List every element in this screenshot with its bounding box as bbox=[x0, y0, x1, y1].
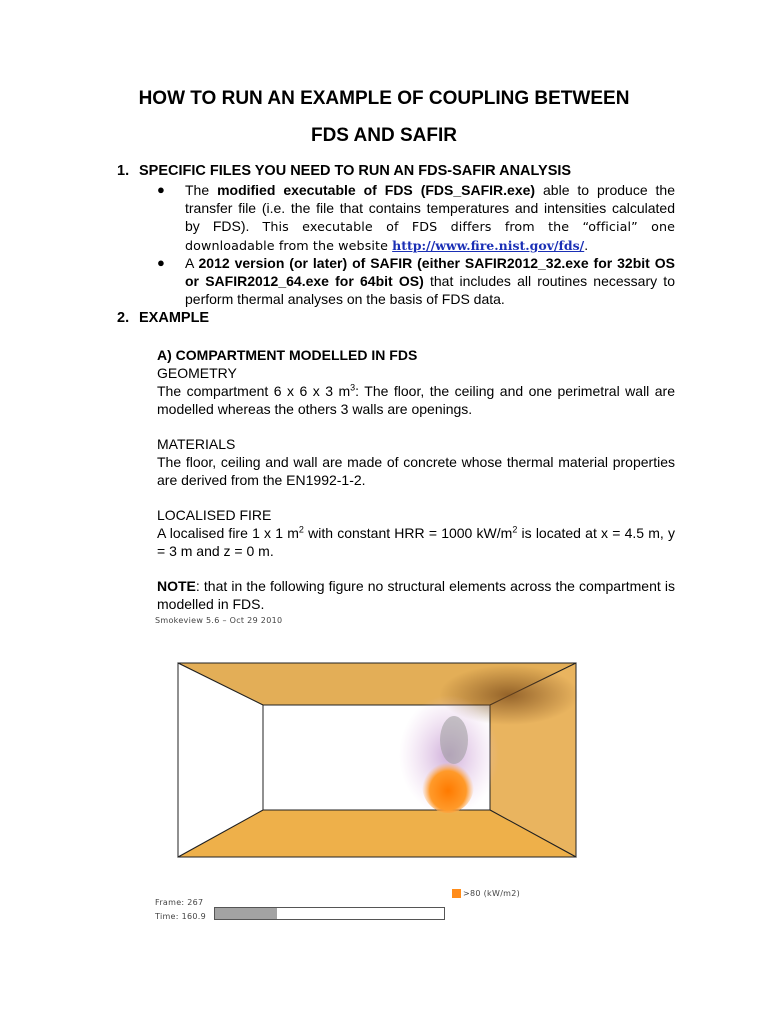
note-paragraph bbox=[157, 577, 675, 613]
note-label: NOTE bbox=[157, 578, 196, 594]
legend-label: >80 (kW/m2) bbox=[463, 889, 521, 898]
paragraph-text: The compartment 6 x 6 x 3 m bbox=[157, 383, 351, 399]
bullet-icon: ● bbox=[157, 255, 165, 270]
section-2-heading bbox=[117, 309, 209, 327]
bullet-text bbox=[185, 181, 675, 255]
section-title: EXAMPLE bbox=[139, 310, 210, 326]
bullet-text bbox=[185, 254, 675, 308]
bullet-item bbox=[157, 181, 675, 255]
localised-fire-paragraph bbox=[157, 524, 675, 560]
bullet-text-part: The bbox=[185, 182, 218, 198]
smokeview-header: Smokeview 5.6 – Oct 29 2010 bbox=[155, 616, 283, 625]
paragraph-text: A localised fire 1 x 1 m bbox=[157, 525, 299, 541]
bullet-item bbox=[157, 254, 675, 308]
bullet-icon: ● bbox=[157, 182, 165, 197]
bullet-text-part: This executable of FDS differs from the “official” one downloadable from the website bbox=[185, 219, 675, 253]
frame-label: Frame: 267 bbox=[155, 898, 204, 907]
compartment-render bbox=[174, 660, 580, 860]
section-number: 2. bbox=[117, 310, 130, 326]
bullet-bold-text: 2012 version (or later) of SAFIR (either SAFIR2012_32.exe for 32bit OS or SAFIR2012_64.exe for 64bit OS) bbox=[185, 255, 675, 289]
section-title: SPECIFIC FILES YOU NEED TO RUN AN FDS-SAFIR ANALYSIS bbox=[139, 163, 572, 179]
geometry-paragraph bbox=[157, 382, 675, 418]
geometry-label: GEOMETRY bbox=[157, 365, 237, 381]
superscript: 2 bbox=[512, 524, 518, 535]
time-label: Time: 160.9 bbox=[155, 912, 207, 921]
document-title-line-1: HOW TO RUN AN EXAMPLE OF COUPLING BETWEEN bbox=[138, 88, 630, 109]
superscript: 2 bbox=[298, 524, 304, 535]
section-1-heading bbox=[117, 162, 571, 180]
paragraph-text: is located at x = 4.5 m, y = 3 m and z = 0 m. bbox=[157, 525, 675, 559]
fire-flame bbox=[422, 757, 474, 813]
grey-smoke bbox=[440, 716, 468, 764]
bullet-text-part: that includes all routines necessary to perform thermal analyses on the basis of FDS data. bbox=[185, 273, 675, 307]
paragraph-text: with constant HRR = 1000 kW/m bbox=[303, 525, 513, 541]
time-progress-bar bbox=[214, 907, 445, 920]
time-progress-fill bbox=[215, 908, 277, 919]
bullet-text-part: . bbox=[584, 237, 589, 253]
section-number: 1. bbox=[117, 163, 130, 179]
superscript: 3 bbox=[350, 382, 356, 393]
materials-label: MATERIALS bbox=[157, 436, 236, 452]
materials-paragraph: The floor, ceiling and wall are made of concrete whose thermal material properties are derived from the EN1992-1-2. bbox=[157, 454, 675, 488]
paragraph-text: : The floor, the ceiling and one perimetral wall are modelled whereas the others 3 walls are openings. bbox=[157, 383, 675, 417]
bullet-text-part: A bbox=[185, 255, 199, 271]
bullet-bold-text: modified executable of FDS (FDS_SAFIR.exe) bbox=[217, 182, 536, 198]
document-title-line-2: FDS AND SAFIR bbox=[310, 125, 458, 146]
localised-fire-label: LOCALISED FIRE bbox=[157, 507, 272, 523]
fds-website-link[interactable]: http://www.fire.nist.gov/fds/ bbox=[392, 238, 585, 253]
subsection-heading: A) COMPARTMENT MODELLED IN FDS bbox=[157, 347, 418, 363]
paragraph-text: : that in the following figure no structural elements across the compartment is modelled in FDS. bbox=[157, 578, 675, 612]
legend-swatch bbox=[452, 889, 461, 898]
bullet-text-part: able to produce the transfer file (i.e. the file that contains temperatures and intensities calculated by FDS). bbox=[185, 182, 676, 234]
